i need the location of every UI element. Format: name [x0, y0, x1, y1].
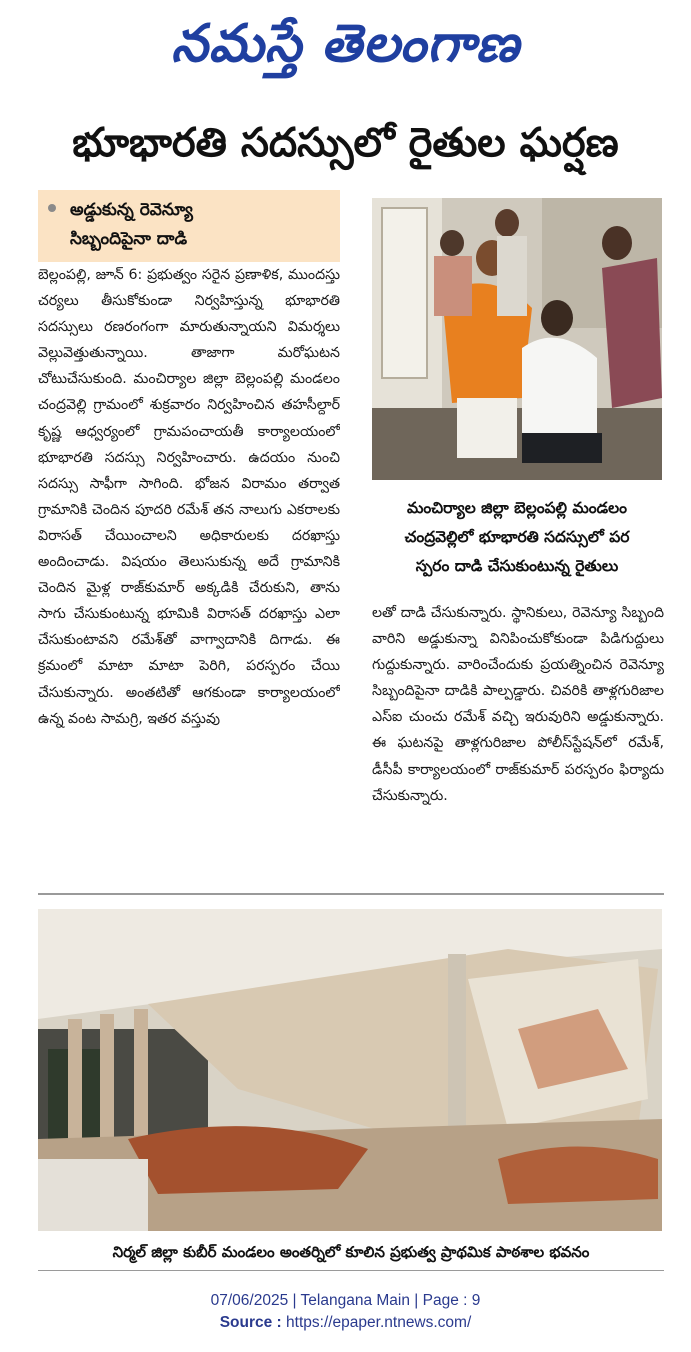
photo-caption-top — [372, 494, 662, 582]
article-paragraph: లతో దాడి చేసుకున్నారు. స్థానికులు, రెవెన్యూ సిబ్బంది వారిని అడ్డుకున్నా వినిపించుకోకుండా పిడిగుద్దులు గుద్దుకున్నారు. వారించేందుకు ప్రయత్నించిన రెవెన్యూ సిబ్బందిపైనా దాడికి పాల్పడ్డారు. చివరికి తాళ్లగురిజాల ఎస్ఐ చుంచు రమేశ్ వచ్చి ఇరువురిని అడ్డుకున్నారు. ఈ ఘటనపై తాళ్లగురిజాల పోలీస్‌స్టేషన్‌లో రమేశ్, డీసీపీ కార్యాలయంలో రాజ్‌కుమార్ పరస్పరం ఫిర్యాదు చేసుకున్నారు. — [372, 605, 664, 804]
source-link[interactable]: https://epaper.ntnews.com/ — [286, 1314, 472, 1331]
page-footer — [0, 1290, 691, 1334]
section-divider — [38, 1270, 664, 1271]
caption-line: స్పరం దాడి చేసుకుంటున్న రైతులు — [415, 557, 619, 575]
photo-caption-bottom: నిర్మల్ జిల్లా కుబీర్ మండలం అంతర్నిలో కూలిన ప్రభుత్వ ప్రాథమిక పాఠశాల భవనం — [112, 1243, 590, 1261]
deck-line: అడ్డుకున్న రెవెన్యూ — [70, 200, 193, 220]
deck-line: సిబ్బందిపైనా దాడి — [70, 229, 188, 249]
newspaper-masthead: నమస్తే తెలంగాణ — [171, 13, 520, 74]
source-line — [0, 1312, 691, 1334]
article-deck — [38, 190, 340, 262]
photo-farmers-clash — [372, 198, 662, 480]
caption-line: చంద్రవెల్లిలో భూభారతి సదస్సులో పర — [404, 528, 630, 546]
photo-farmers-clash-image — [372, 198, 662, 480]
caption-line: మంచిర్యాల జిల్లా బెల్లంపల్లి మండలం — [407, 499, 627, 517]
source-label: Source : — [219, 1314, 287, 1331]
article-headline: భూభారతి సదస్సులో రైతుల ఘర్షణ — [72, 119, 619, 166]
article-body-left-column — [38, 262, 340, 892]
article-body-right-column — [372, 600, 664, 890]
edition-info: 07/06/2025 | Telangana Main | Page : 9 — [210, 1292, 481, 1309]
photo-collapsed-school — [38, 909, 662, 1231]
bullet-icon — [48, 204, 56, 212]
section-divider — [38, 893, 664, 895]
photo-collapsed-school-image — [38, 909, 662, 1231]
article-paragraph: బెల్లంపల్లి, జూన్ 6: ప్రభుత్వం సరైన ప్రణాళిక, ముందస్తు చర్యలు తీసుకోకుండా నిర్వహిస్తున్న భూభారతి సదస్సులు రణరంగంగా మారుతున్నాయని విమర్శలు వెల్లువెత్తుతున్నాయి. తాజాగా మరోఘటన చోటుచేసుకుంది. మంచిర్యాల జిల్లా బెల్లంపల్లి మండలం చంద్రవెల్లి గ్రామంలో శుక్రవారం నిర్వహించిన తహసీల్దార్ కృష్ణ ఆధ్వర్యంలో గ్రామపంచాయతీ కార్యాలయంలో భూభారతి సదస్సు నిర్వహించారు. ఉదయం నుంచి సదస్సు సాఫీగా సాగింది. భోజన విరామం తర్వాత గ్రామానికి చెందిన పూదరి రమేశ్ తన నాలుగు ఎకరాలకు విరాసత్ చేయించాలని అధికారులకు దరఖాస్తు అందించాడు. విషయం తెలుసుకున్న అదే గ్రామానికి చెందిన మైళ్ల రాజ్‌కుమార్ అక్కడికి చేరుకుని, తాను సాగు చేసుకుంటున్న భూమికి విరాసత్ దరఖాస్తు ఎలా చేసుకుంటావని రమేశ్‌తో వాగ్వాదానికి దిగాడు. ఈ క్రమంలో మాటా మాటా పెరిగి, పరస్పరం చేయి చేసుకున్నారు. అంతటితో ఆగకుండా కార్యాలయంలో ఉన్న వంట సామగ్రి, ఇతర వస్తువు — [38, 267, 340, 727]
